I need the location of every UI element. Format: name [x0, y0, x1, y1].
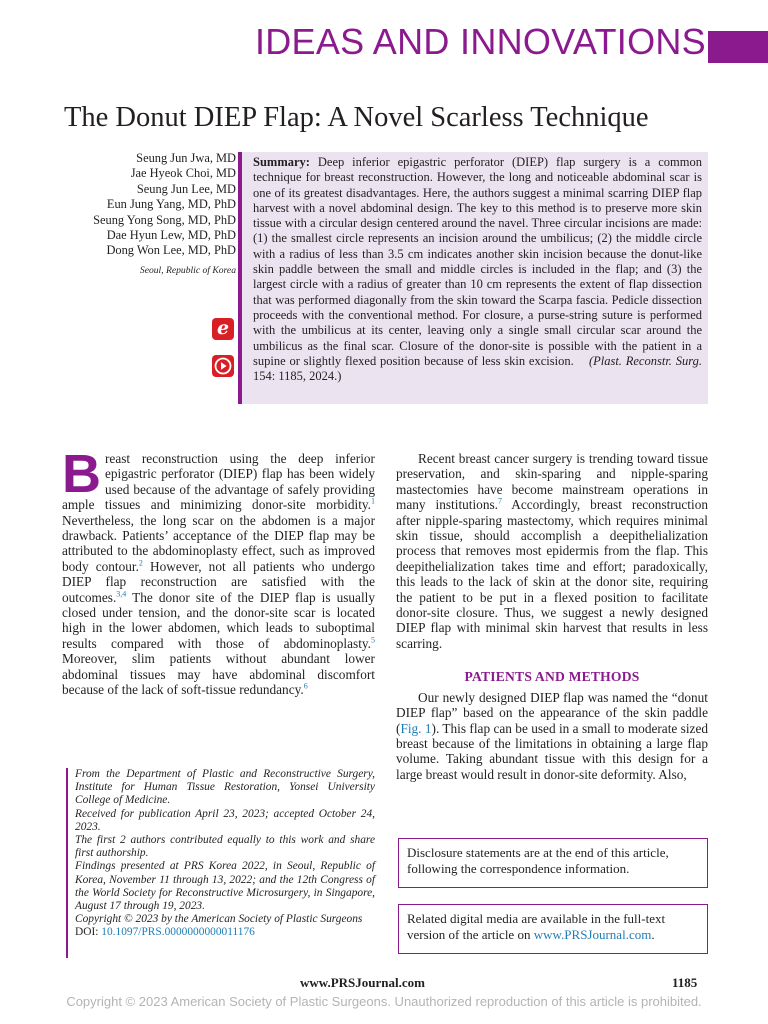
footnote-dept: From the Department of Plastic and Reconstructive Surgery, Institute for Human Tissue Restoration, Yonsei University College of Medicine. — [75, 768, 375, 807]
journal-link[interactable]: www.PRSJournal.com — [533, 927, 652, 943]
text-run: ). This flap can be used in a small to moderate sized breast because of the limitations in obtaining a large flap volume. Taking abundant tissue with this design for a large breast would result in donor-site deformity. Also, — [396, 720, 708, 782]
video-play-icon[interactable] — [212, 355, 234, 377]
author: Dae Hyun Lew, MD, PhD — [106, 228, 236, 243]
article-title: The Donut DIEP Flap: A Novel Scarless Technique — [64, 102, 649, 133]
doi-label: DOI: — [75, 926, 99, 939]
text-run: However, not all patients who undergo DIEP flap reconstruction are satisfied with the outcomes. — [62, 558, 375, 605]
citation-journal: (Plast. Reconstr. Surg. — [588, 353, 703, 368]
right-column — [396, 451, 708, 782]
reference-link[interactable]: 2 — [138, 558, 143, 568]
text-run: Accordingly, breast reconstruction after nipple-sparing mastectomy, which requires minimal skin tissue, should accomplish a deepithelialization process that removes most epidermis from the flap. This deepithelialization takes time and effort; paradoxically, this leads to the lack of skin at the donor site, requiring the patient to be put in a flexed position to facilitate donor-site closure. Thus, we suggest a newly designed DIEP flap with minimal skin harvest that results in less scarring. — [396, 497, 708, 651]
author: Seung Jun Jwa, MD — [136, 151, 236, 165]
summary-text: Deep inferior epigastric perforator (DIEP) flap surgery is a common technique for breast reconstruction. However, the long and noticeable abdominal scar is one of its greatest disadvantages. Here, the authors suggest a minimal scarring DIEP flap harvest with a novel abdominal design. The key to this method is to preserve more skin tissue with a circular design centered around the navel. Three circular incisions are made: (1) the smallest circle represents an incision around the umbilicus; (2) the middle circle with a radius of less than 3.5 cm indicates another skin incision because the donut-like skin paddle between the small and middle circles is included in the flap; and (3) the largest circle with a radius of greater than 10 cm represents the extent of flap dissection that was performed diagonally from the skin toward the Scarpa fascia. Pedicle dissection proceeds with the conventional method. For closure, a purse-string suture is performed with the umbilicus at its center, leaving only a single small circular scar around the umbilicus as the final scar. Closure of the donor-site is possible with the patient in a supine or slightly flexed position because of less skin excision. — [253, 155, 702, 368]
citation-rest: 154: 1185, 2024.) — [253, 369, 342, 384]
footer-url[interactable]: www.PRSJournal.com — [300, 975, 425, 990]
author-list — [50, 151, 236, 259]
e-letter: e — [216, 317, 230, 339]
text-run: The donor site of the DIEP flap is usually closed under tension, and the donor-site scar is located high in the lower abdomen, which leads to suboptimal results compared with those of abdominoplasty. — [62, 589, 375, 651]
author: Dong Won Lee, MD, PhD — [106, 243, 236, 258]
author: Seung Jun Lee, MD — [136, 181, 236, 196]
figure-link[interactable]: Fig. 1 — [400, 720, 432, 736]
author-location: Seoul, Republic of Korea — [139, 265, 236, 276]
text-run: Our newly designed DIEP flap was named the “donut DIEP flap” based on the appearance of the skin paddle ( — [396, 689, 708, 736]
left-column — [62, 444, 375, 698]
reference-link[interactable]: 1 — [371, 496, 375, 506]
section-heading: IDEAS AND INNOVATIONS — [254, 21, 706, 62]
reference-link[interactable]: 6 — [303, 681, 308, 691]
footnote-findings: Findings presented at PRS Korea 2022, in Seoul, Republic of Korea, November 11 through 13, 2022; and the 12th Congress of the World Society for Reconstructive Microsurgery, in Singapore, August 17 through 19, 2023. — [75, 860, 375, 913]
text-run: Moreover, slim patients without abundant lower abdominal tissues may have abdominal discomfort because of the lack of soft-tissue redundancy. — [62, 651, 375, 698]
digital-media-box — [398, 904, 708, 954]
section-tab — [708, 31, 768, 63]
media-text: Related digital media are available in the full-text version of the article on — [407, 911, 666, 943]
author: Seung Yong Song, MD, PhD — [93, 212, 236, 227]
drop-cap: B — [62, 444, 101, 504]
section-heading-methods: PATIENTS AND METHODS — [464, 669, 640, 685]
e-content-icon[interactable] — [212, 318, 234, 340]
reference-link[interactable]: 7 — [497, 496, 502, 506]
text-run: Nevertheless, the long scar on the abdomen is a major drawback. Patients’ acceptance of the DIEP flap may be attributed to the abdominoplasty effect, such as improved body contour. — [62, 512, 375, 574]
author: Eun Jung Yang, MD, PhD — [106, 197, 236, 212]
paragraph — [396, 690, 708, 782]
footnote-received: Received for publication April 23, 2023; accepted October 24, 2023. — [75, 807, 375, 833]
footnote-equal: The first 2 authors contributed equally to this work and share first authorship. — [75, 834, 375, 860]
reference-link[interactable]: 3,4 — [116, 589, 127, 599]
page-number: 1185 — [672, 975, 698, 990]
summary-box — [238, 152, 708, 404]
article-footnote — [66, 768, 375, 958]
media-text-end: . — [651, 927, 655, 943]
disclosure-text: Disclosure statements are at the end of this article, following the correspondence information. — [407, 845, 669, 877]
paragraph — [396, 451, 708, 651]
text-run: reast reconstruction using the deep inferior epigastric perforator (DIEP) flap has been widely used because of the advantage of safely providing ample tissues and minimizing donor-site morbidity. — [62, 451, 375, 513]
intro-paragraph — [62, 444, 375, 698]
doi-link[interactable]: 10.1097/PRS.0000000000011176 — [101, 926, 255, 939]
disclosure-box — [398, 838, 708, 888]
text-run: Recent breast cancer surgery is trending toward tissue preservation, and skin-sparing and nipple-sparing mastectomies have become mainstream operations in many institutions. — [396, 451, 708, 513]
doi-line — [75, 926, 375, 939]
reference-link[interactable]: 5 — [371, 635, 375, 645]
copyright-notice: Copyright © 2023 American Society of Plastic Surgeons. Unauthorized reproduction of this article is prohibited. — [66, 994, 702, 1009]
summary-label: Summary: — [253, 155, 310, 169]
author: Jae Hyeok Choi, MD — [130, 166, 236, 181]
footnote-copyright: Copyright © 2023 by the American Society of Plastic Surgeons — [75, 913, 363, 926]
